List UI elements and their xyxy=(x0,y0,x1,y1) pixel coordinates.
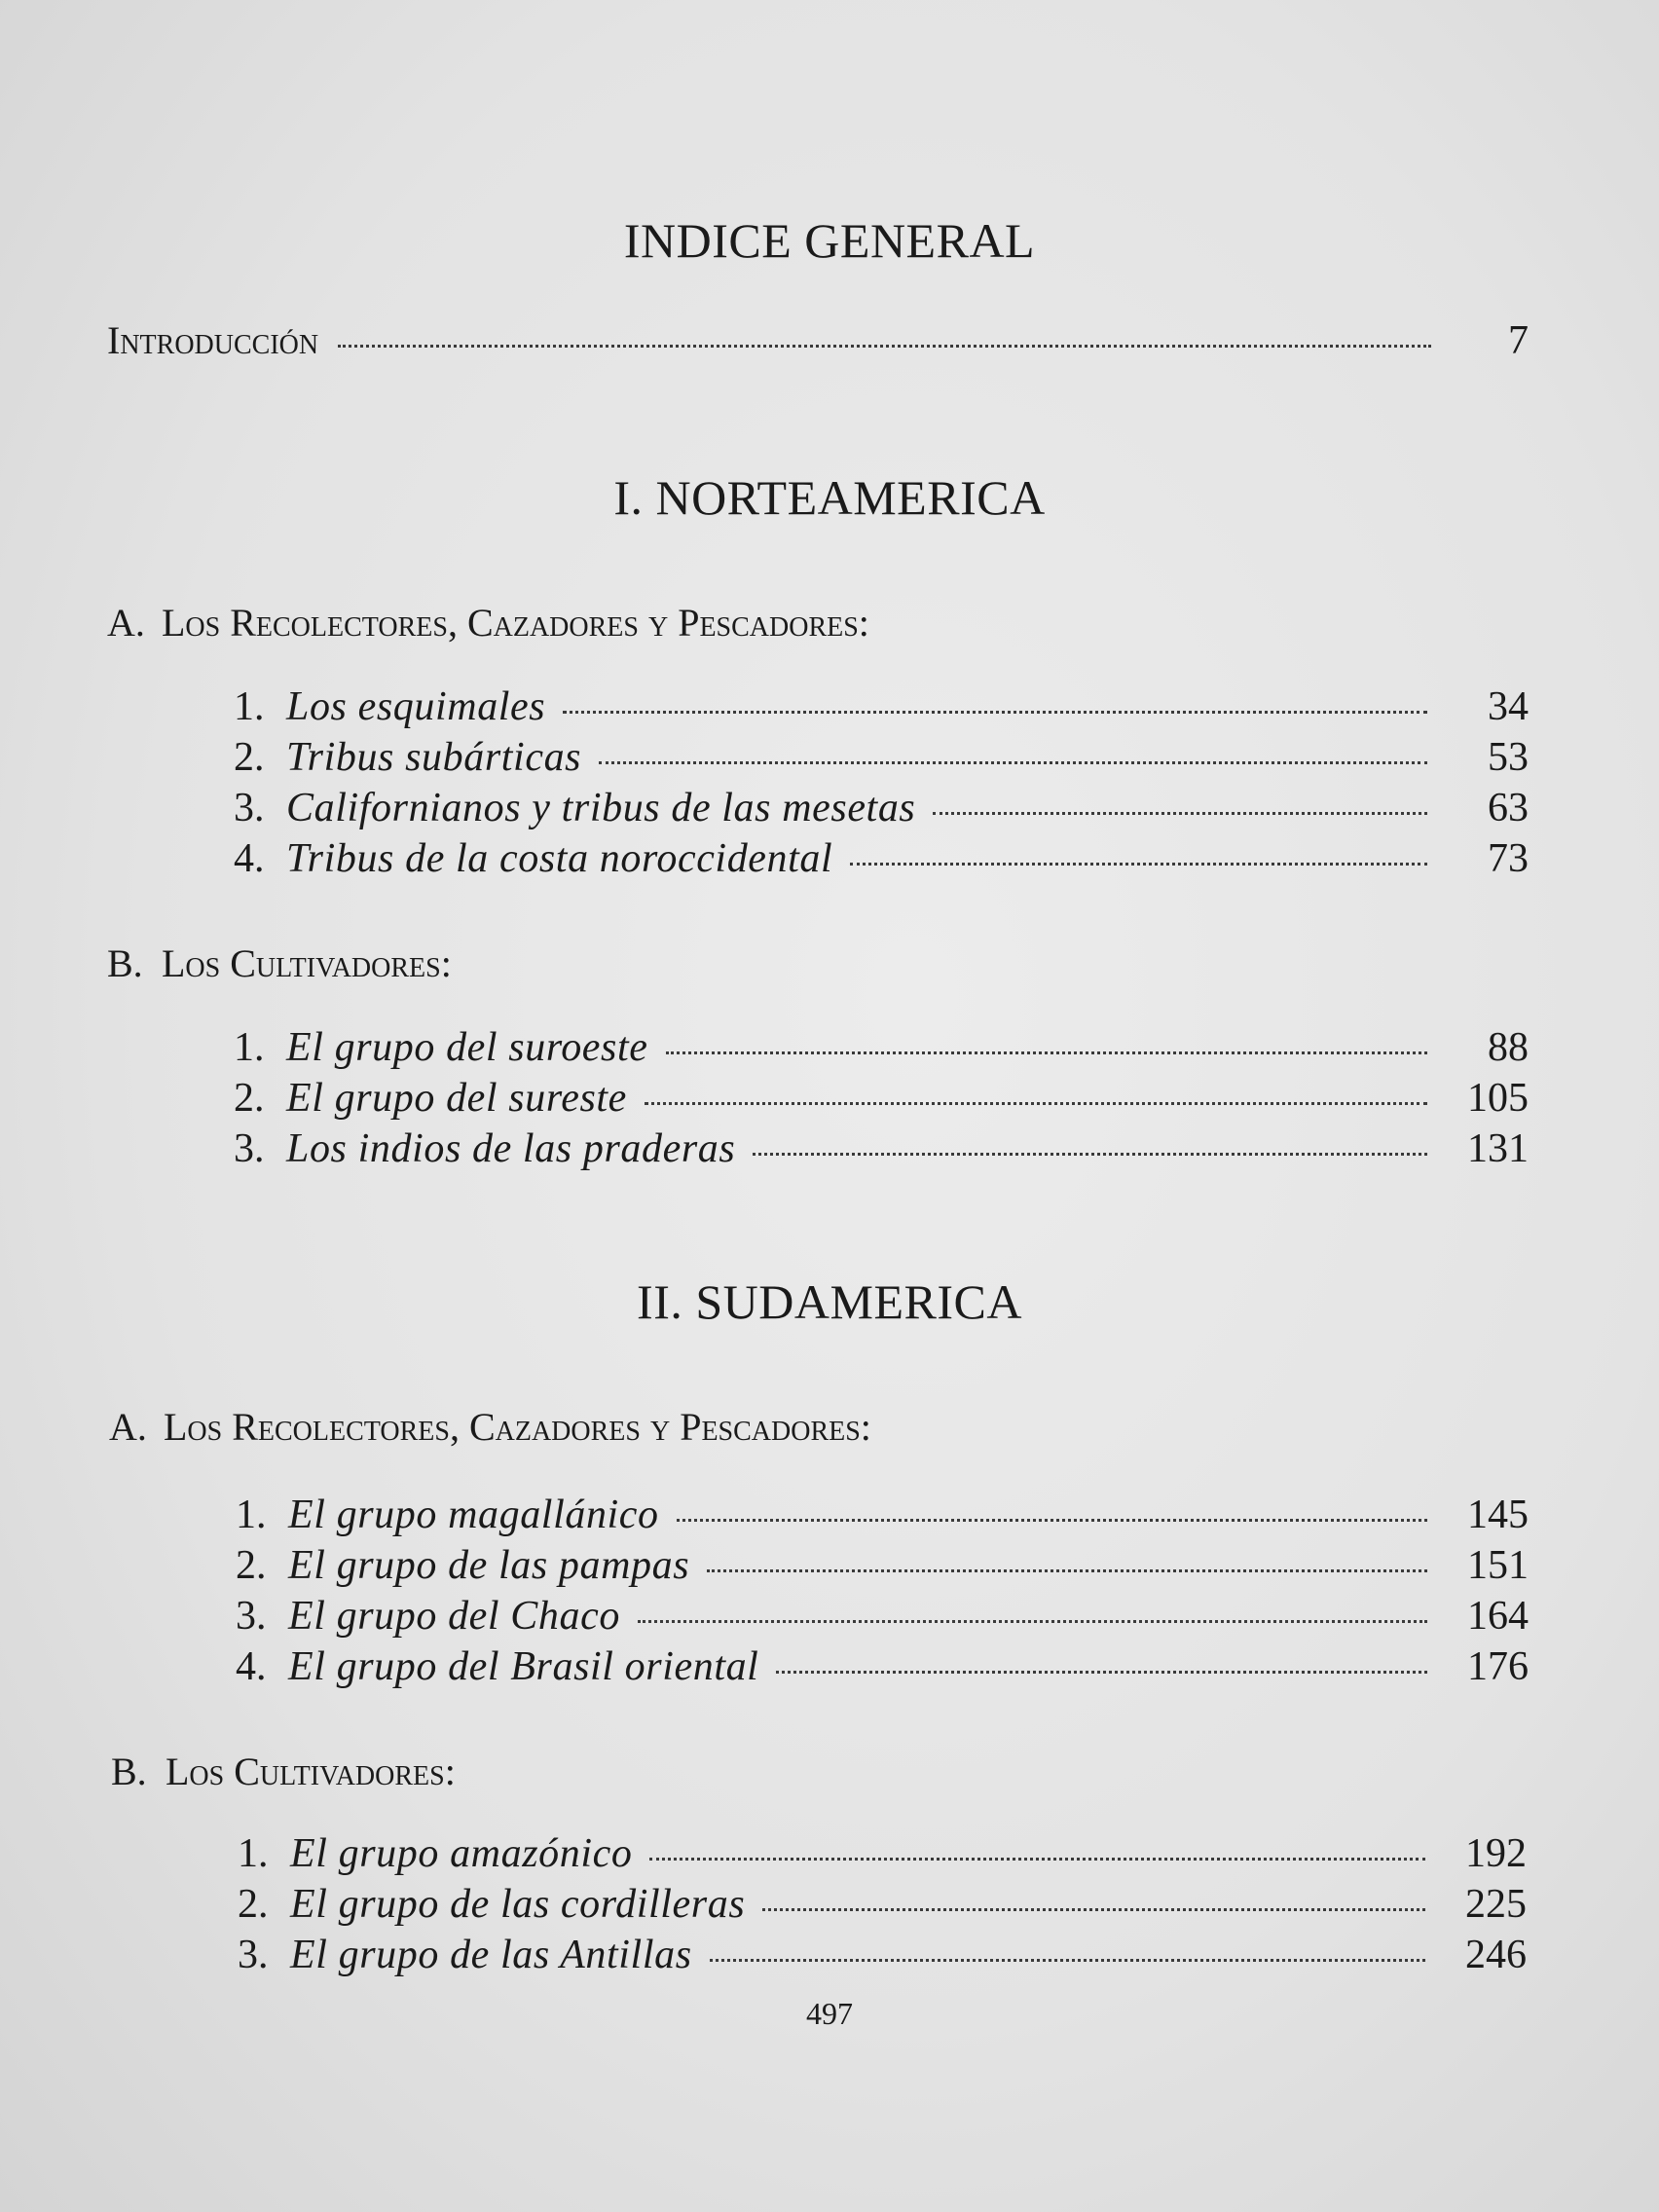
entry-number: 1. xyxy=(234,1025,265,1070)
entry-title: El grupo del Brasil oriental xyxy=(288,1644,759,1689)
entry-number: 3. xyxy=(236,1594,267,1639)
dot-leader xyxy=(645,1102,1427,1105)
dot-leader xyxy=(762,1908,1425,1911)
part-heading: I. NORTEAMERICA xyxy=(613,470,1046,525)
entry-title: El grupo de las cordilleras xyxy=(290,1882,746,1927)
entry-page: 192 xyxy=(1465,1831,1527,1876)
group-heading xyxy=(107,600,869,645)
entry-page: 151 xyxy=(1467,1543,1529,1588)
entry-number: 2. xyxy=(234,735,265,780)
toc-entry xyxy=(234,1075,1529,1122)
entry-number: 3. xyxy=(234,1126,265,1171)
entry-page: 225 xyxy=(1465,1882,1527,1927)
dot-leader xyxy=(338,345,1431,348)
entry-number: 1. xyxy=(234,684,265,729)
group-title: Los Recolectores, Cazadores y Pescadores: xyxy=(164,1405,871,1449)
entry-page: 105 xyxy=(1467,1076,1529,1121)
entry-title: Californianos y tribus de las mesetas xyxy=(286,786,916,830)
dot-leader xyxy=(649,1858,1425,1861)
toc-entry xyxy=(236,1542,1529,1589)
toc-entry xyxy=(234,1024,1529,1071)
entry-number: 4. xyxy=(236,1644,267,1689)
toc-entry xyxy=(234,835,1529,882)
entry-page: 63 xyxy=(1488,786,1529,830)
toc-entry xyxy=(236,1492,1529,1538)
entry-title: El grupo amazónico xyxy=(290,1831,633,1876)
entry-number: 2. xyxy=(234,1076,265,1121)
toc-entry-introduction xyxy=(107,317,1529,364)
entry-page: 131 xyxy=(1467,1126,1529,1171)
dot-leader xyxy=(599,761,1427,764)
introduction-label: Introducción xyxy=(107,318,319,362)
entry-number: 2. xyxy=(238,1882,269,1927)
group-heading xyxy=(109,1404,871,1450)
dot-leader xyxy=(933,812,1427,815)
group-letter: B. xyxy=(107,941,143,985)
page-number: 497 xyxy=(806,1996,853,2031)
entry-number: 4. xyxy=(234,836,265,881)
toc-entry xyxy=(238,1830,1527,1877)
group-heading xyxy=(111,1749,456,1794)
toc-entry xyxy=(238,1881,1527,1928)
toc-entry xyxy=(234,734,1529,781)
toc-entry xyxy=(236,1593,1529,1640)
entry-title: Tribus subárticas xyxy=(286,735,582,780)
dot-leader xyxy=(666,1051,1427,1054)
entry-page: 164 xyxy=(1467,1594,1529,1639)
dot-leader xyxy=(638,1620,1427,1623)
entry-number: 2. xyxy=(236,1543,267,1588)
group-title: Los Recolectores, Cazadores y Pescadores: xyxy=(162,601,869,645)
group-title: Los Cultivadores: xyxy=(162,941,452,985)
entry-title: Los indios de las praderas xyxy=(286,1126,736,1171)
entry-title: El grupo del suroeste xyxy=(286,1025,648,1070)
toc-entry xyxy=(234,1125,1529,1172)
part-heading: II. SUDAMERICA xyxy=(637,1274,1022,1329)
page-title: INDICE GENERAL xyxy=(623,213,1036,268)
dot-leader xyxy=(710,1959,1425,1962)
entry-number: 3. xyxy=(238,1933,269,1977)
entry-title: Los esquimales xyxy=(286,684,546,729)
entry-page: 73 xyxy=(1488,836,1529,881)
dot-leader xyxy=(776,1671,1427,1674)
dot-leader xyxy=(753,1153,1427,1156)
entry-page: 34 xyxy=(1488,684,1529,729)
entry-title: El grupo de las pampas xyxy=(288,1543,690,1588)
entry-number: 3. xyxy=(234,786,265,830)
group-heading xyxy=(107,940,452,986)
introduction-page: 7 xyxy=(1508,318,1529,363)
dot-leader xyxy=(707,1569,1427,1572)
entry-page: 88 xyxy=(1488,1025,1529,1070)
entry-title: El grupo de las Antillas xyxy=(290,1933,692,1977)
dot-leader xyxy=(850,863,1427,866)
entry-number: 1. xyxy=(238,1831,269,1876)
entry-number: 1. xyxy=(236,1493,267,1537)
group-letter: B. xyxy=(111,1750,147,1793)
entry-page: 176 xyxy=(1467,1644,1529,1689)
toc-entry xyxy=(234,683,1529,730)
entry-title: El grupo del Chaco xyxy=(288,1594,620,1639)
entry-page: 145 xyxy=(1467,1493,1529,1537)
entry-title: El grupo del sureste xyxy=(286,1076,627,1121)
entry-page: 246 xyxy=(1465,1933,1527,1977)
entry-title: Tribus de la costa noroccidental xyxy=(286,836,833,881)
group-title: Los Cultivadores: xyxy=(166,1750,456,1793)
dot-leader xyxy=(677,1519,1427,1522)
toc-entry xyxy=(238,1932,1527,1978)
group-letter: A. xyxy=(109,1405,147,1449)
group-letter: A. xyxy=(107,601,145,645)
toc-entry xyxy=(234,785,1529,831)
entry-title: El grupo magallánico xyxy=(288,1493,659,1537)
dot-leader xyxy=(563,711,1427,714)
entry-page: 53 xyxy=(1488,735,1529,780)
toc-entry xyxy=(236,1643,1529,1690)
